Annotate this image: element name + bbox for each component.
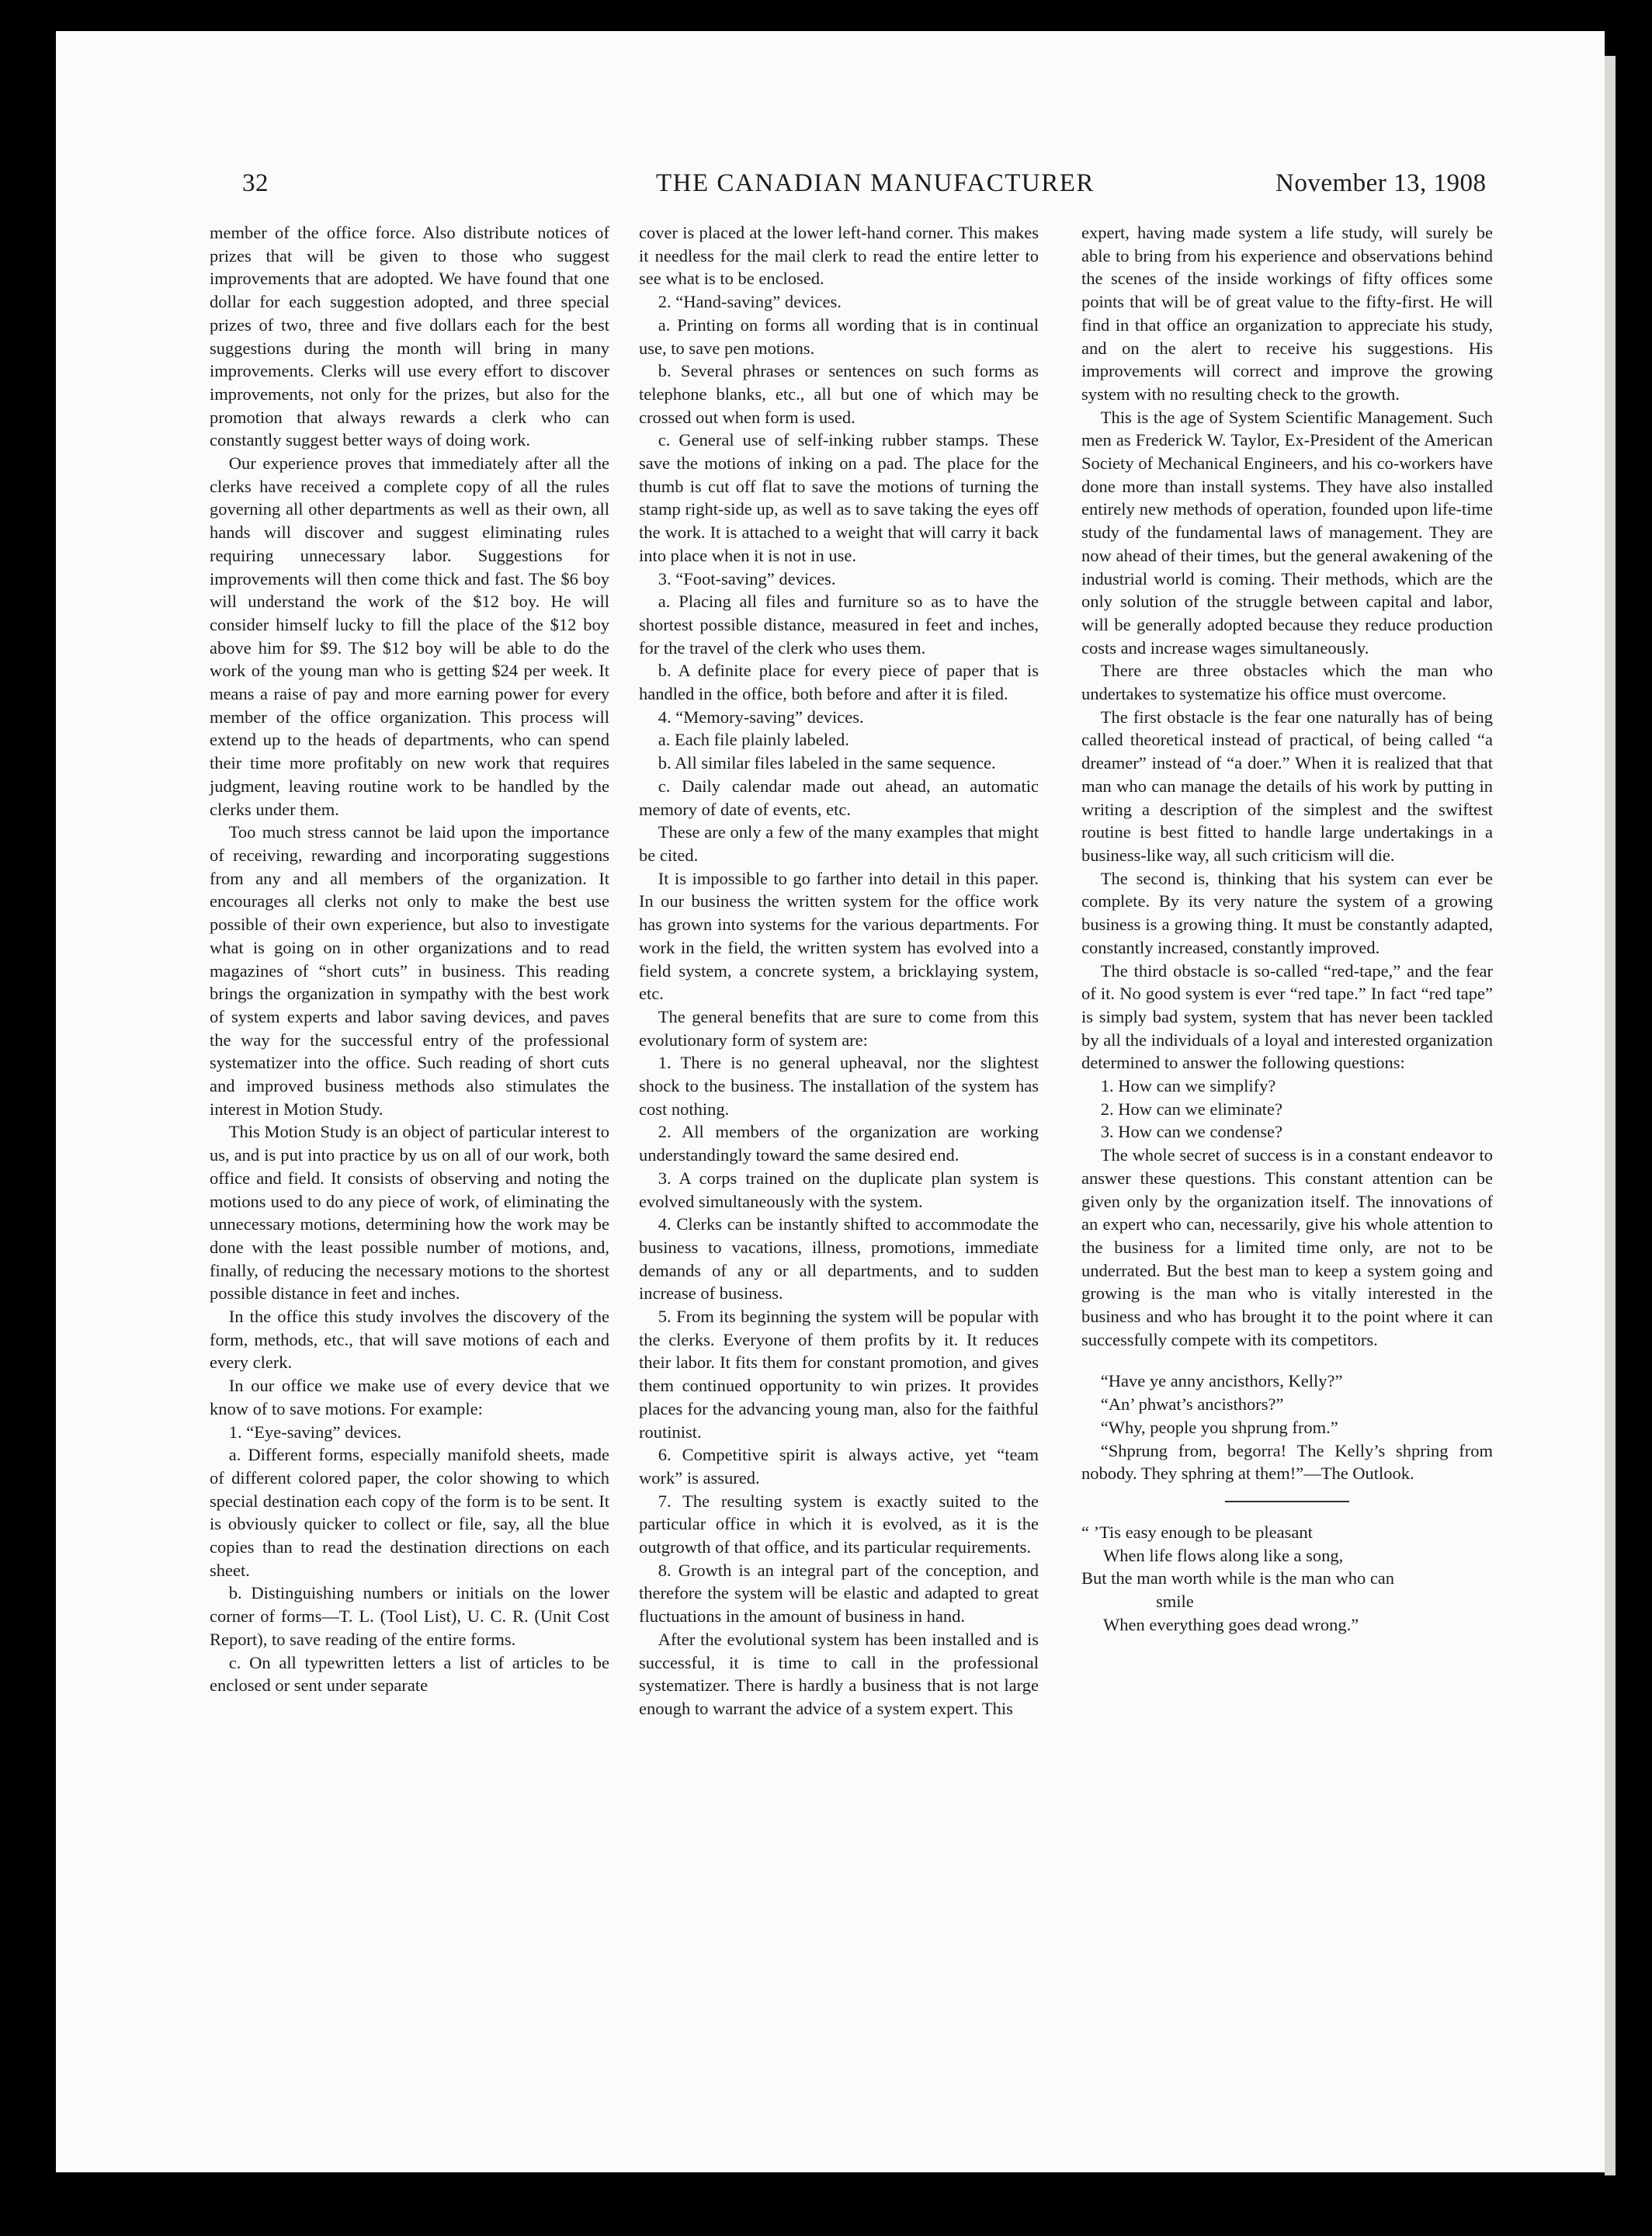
paragraph: It is impossible to go farther into detail in this paper. In our business the written system for the office work has grown into systems for the various departments. For work in the field, the written system has evolved into a field system, a concrete system, a bricklaying system, etc.	[639, 868, 1039, 1004]
list-item: 6. Competitive spirit is always active, yet “team work” is assured.	[639, 1445, 1039, 1488]
list-item: 4. Clerks can be instantly shifted to accommodate the business to vacations, illness, promotions, immediate demands of any or all departments, and to sudden increase of business.	[639, 1214, 1039, 1304]
list-item: 1. There is no general upheaval, nor the slightest shock to the business. The installation of the system has cost nothing.	[639, 1053, 1039, 1119]
page-number: 32	[242, 169, 269, 197]
paragraph: The first obstacle is the fear one naturally has of being called theoretical instead of practical, of being called “a dreamer” instead of “a doer.” When it is realized that that man who can manage the details of his work by putting in writing a description of the simplest and the swiftest routine is best fitted to handle large undertakings in a business-like way, all such criticism will die.	[1081, 707, 1493, 865]
anecdote-line: “An’ phwat’s ancisthors?”	[1100, 1394, 1284, 1415]
paragraph: There are three obstacles which the man who undertakes to systematize his office must overcome.	[1081, 661, 1493, 704]
paragraph: expert, having made system a life study, will surely be able to bring from his experience and observations behind the scenes of the inside workings of fifty offices some points that will be of great value to the fifty-first. He will find in that office an organization to appreciate his study, and on the alert to receive his suggestions. His improvements will correct and improve the growing system with no resulting check to the growth.	[1081, 223, 1493, 404]
list-item: c. Daily calendar made out ahead, an automatic memory of date of events, etc.	[639, 776, 1039, 819]
list-heading: 4. “Memory-saving” devices.	[658, 707, 864, 727]
list-item: 8. Growth is an integral part of the conception, and therefore the system will be elastic and adapted to great fluctuations in the amount of business in hand.	[639, 1560, 1039, 1627]
list-heading: 3. “Foot-saving” devices.	[658, 568, 836, 589]
page-edge	[1605, 56, 1616, 2175]
paragraph: Our experience proves that immediately after all the clerks have received a complete copy of all the rules governing all other departments as well as their own, all hands will discover and suggest eliminating rules requiring unnecessary labor. Suggestions for improvements will then come thick and fast. The $6 boy will understand the work of the $12 boy. He will consider himself lucky to fill the place of the $12 boy above him for $9. The $12 boy will be able to do the work of the young man who is getting $24 per week. It means a raise of pay and more earning power for every member of the office organization. This process will extend up to the heads of departments, who can spend their time more profitably on new work that requires judgment, leaving routine work to be handled by the clerks under them.	[210, 453, 609, 819]
journal-title: THE CANADIAN MANUFACTURER	[656, 169, 1095, 197]
spacer	[1081, 1351, 1493, 1370]
paragraph: These are only a few of the many examples that might be cited.	[639, 822, 1039, 865]
anecdote-line: “Shprung from, begorra! The Kelly’s shpring from nobody. They sphring at them!”—The Outlook.	[1081, 1440, 1493, 1484]
paragraph: The second is, thinking that his system can ever be complete. By its very nature the system of a growing business is a growing thing. It must be constantly adapted, constantly increased, constantly improved.	[1081, 868, 1493, 957]
paragraph: member of the office force. Also distribute notices of prizes that will be given to those who suggest improvements that are adopted. We have found that one dollar for each suggestion adopted, and three special prizes of two, three and five dollars each for the best suggestions during the month will bring in many improvements. Clerks will use every effort to discover improvements, not only for the prizes, but also for the promotion that always rewards a clerk who can constantly suggest better ways of doing work.	[210, 223, 609, 450]
question-item: 2. How can we eliminate?	[1100, 1099, 1283, 1119]
verse	[1081, 1521, 1493, 1637]
list-item: b. All similar files labeled in the same sequence.	[658, 753, 996, 773]
list-item: a. Printing on forms all wording that is in continual use, to save pen motions.	[639, 314, 1039, 358]
list-item: 3. A corps trained on the duplicate plan system is evolved simultaneously with the system.	[639, 1168, 1039, 1211]
list-item: a. Placing all files and furniture so as to have the shortest possible distance, measured in feet and inches, for the travel of the clerk who uses them.	[639, 592, 1039, 658]
list-item: 2. All members of the organization are working understandingly toward the same desired end.	[639, 1122, 1039, 1165]
verse-line: “ ’Tis easy enough to be pleasant	[1081, 1522, 1313, 1542]
question-item: 1. How can we simplify?	[1100, 1076, 1276, 1096]
list-item: 7. The resulting system is exactly suited to the particular office in which it is evolved, as it is the outgrowth of that office, and its particular requirements.	[639, 1491, 1039, 1557]
paragraph: This is the age of System Scientific Management. Such men as Frederick W. Taylor, Ex-President of the American Society of Mechanical Engineers, and his co-workers have done more than install systems. They have also installed entirely new methods of operation, founded upon life-time study of the fundamental laws of management. They are now ahead of their times, but the general awakening of the industrial world is coming. Their methods, which are the only solution of the struggle between capital and labor, will be generally adopted because they reduce production costs and increase wages simultaneously.	[1081, 407, 1493, 658]
list-item: a. Different forms, especially manifold sheets, made of different colored paper, the color showing to which special destination each copy of the form is to be sent. It is obviously quicker to collect or file, say, all the blue copies than to read the destination directions on each sheet.	[210, 1445, 609, 1580]
list-heading: 2. “Hand-saving” devices.	[658, 292, 842, 312]
paragraph: The whole secret of success is in a constant endeavor to answer these questions. This constant attention can be given only by the organization itself. The innovations of an expert who can, necessarily, give his whole attention to the business for a limited time only, are not to be underrated. But the best man to keep a system going and growing is the man who is vitally interested in the business and who has brought it to the point where it can successfully compete with its competitors.	[1081, 1145, 1493, 1349]
verse-line: When everything goes dead wrong.”	[1103, 1614, 1359, 1634]
article-column-3	[1081, 221, 1493, 1636]
paragraph: This Motion Study is an object of particular interest to us, and is put into practice by us on all of our work, both office and field. It consists of observing and noting the motions used to do any piece of work, of eliminating the unnecessary motions, determining how the work may be done with the least possible number of motions, and, finally, of reducing the necessary motions to the shortest possible distance in feet and inches.	[210, 1122, 609, 1304]
list-item: b. Distinguishing numbers or initials on the lower corner of forms—T. L. (Tool List), U. C. R. (Unit Cost Report), to save reading of the entire forms.	[210, 1583, 609, 1649]
anecdote-line: “Have ye anny ancisthors, Kelly?”	[1100, 1371, 1343, 1391]
paragraph: Too much stress cannot be laid upon the importance of receiving, rewarding and incorporating suggestions from any and all members of the organization. It encourages all clerks not only to make the best use possible of their own experience, but also to investigate what is going on in other organizations and to read magazines of “short cuts” in business. This reading brings the organization in sympathy with the best work of system experts and labor saving devices, and paves the way for the successful entry of the professional systematizer into the office. Such reading of short cuts and improved business methods also stimulates the interest in Motion Study.	[210, 822, 609, 1119]
paragraph: In the office this study involves the discovery of the form, methods, etc., that will save motions of each and every clerk.	[210, 1307, 609, 1373]
paragraph: In our office we make use of every device that we know of to save motions. For example:	[210, 1376, 609, 1418]
paragraph: The general benefits that are sure to come from this evolutionary form of system are:	[639, 1006, 1039, 1050]
list-item: c. General use of self-inking rubber stamps. These save the motions of inking on a pad. The place for the thumb is cut off flat to save the motions of turning the stamp right-side up, as well as to save taking the eyes off the work. It is attached to a weight that will carry it back into place when it is not in use.	[639, 430, 1039, 565]
list-item: 5. From its beginning the system will be popular with the clerks. Everyone of them profits by it. It reduces their labor. It fits them for constant promotion, and gives them continued opportunity to win prizes. It provides places for the advancing young man, also for the faithful routinist.	[639, 1307, 1039, 1442]
anecdote	[1081, 1370, 1493, 1485]
paragraph: cover is placed at the lower left-hand corner. This makes it needless for the mail clerk to read the entire letter to see what is to be enclosed.	[639, 223, 1039, 289]
list-item: a. Each file plainly labeled.	[658, 730, 849, 750]
paragraph: After the evolutional system has been installed and is successful, it is time to call in the professional systematizer. There is hardly a business that is not large enough to warrant the advice of a system expert. This	[639, 1629, 1039, 1718]
anecdote-line: “Why, people you shprung from.”	[1100, 1417, 1338, 1437]
list-item: c. On all typewritten letters a list of articles to be enclosed or sent under separate	[210, 1652, 609, 1696]
list-item: b. A definite place for every piece of paper that is handled in the office, both before and after it is filed.	[639, 661, 1039, 704]
paragraph: The third obstacle is so-called “red-tape,” and the fear of it. No good system is ever “red tape.” In fact “red tape” is simply bad system, system that has never been tackled by all the individuals of a loyal and interested organization determined to answer the following questions:	[1081, 960, 1493, 1073]
issue-date: November 13, 1908	[1275, 169, 1487, 197]
list-heading: 1. “Eye-saving” devices.	[228, 1422, 402, 1442]
article-column-2	[639, 221, 1039, 1720]
article-column-1	[210, 221, 609, 1697]
verse-line: But the man worth while is the man who can	[1081, 1568, 1395, 1588]
list-item: b. Several phrases or sentences on such forms as telephone blanks, etc., all but one of which may be crossed out when form is used.	[639, 361, 1039, 427]
section-divider	[1225, 1501, 1349, 1502]
verse-line: When life flows along like a song,	[1103, 1545, 1344, 1565]
question-item: 3. How can we condense?	[1100, 1122, 1283, 1142]
verse-line: smile	[1156, 1592, 1194, 1612]
